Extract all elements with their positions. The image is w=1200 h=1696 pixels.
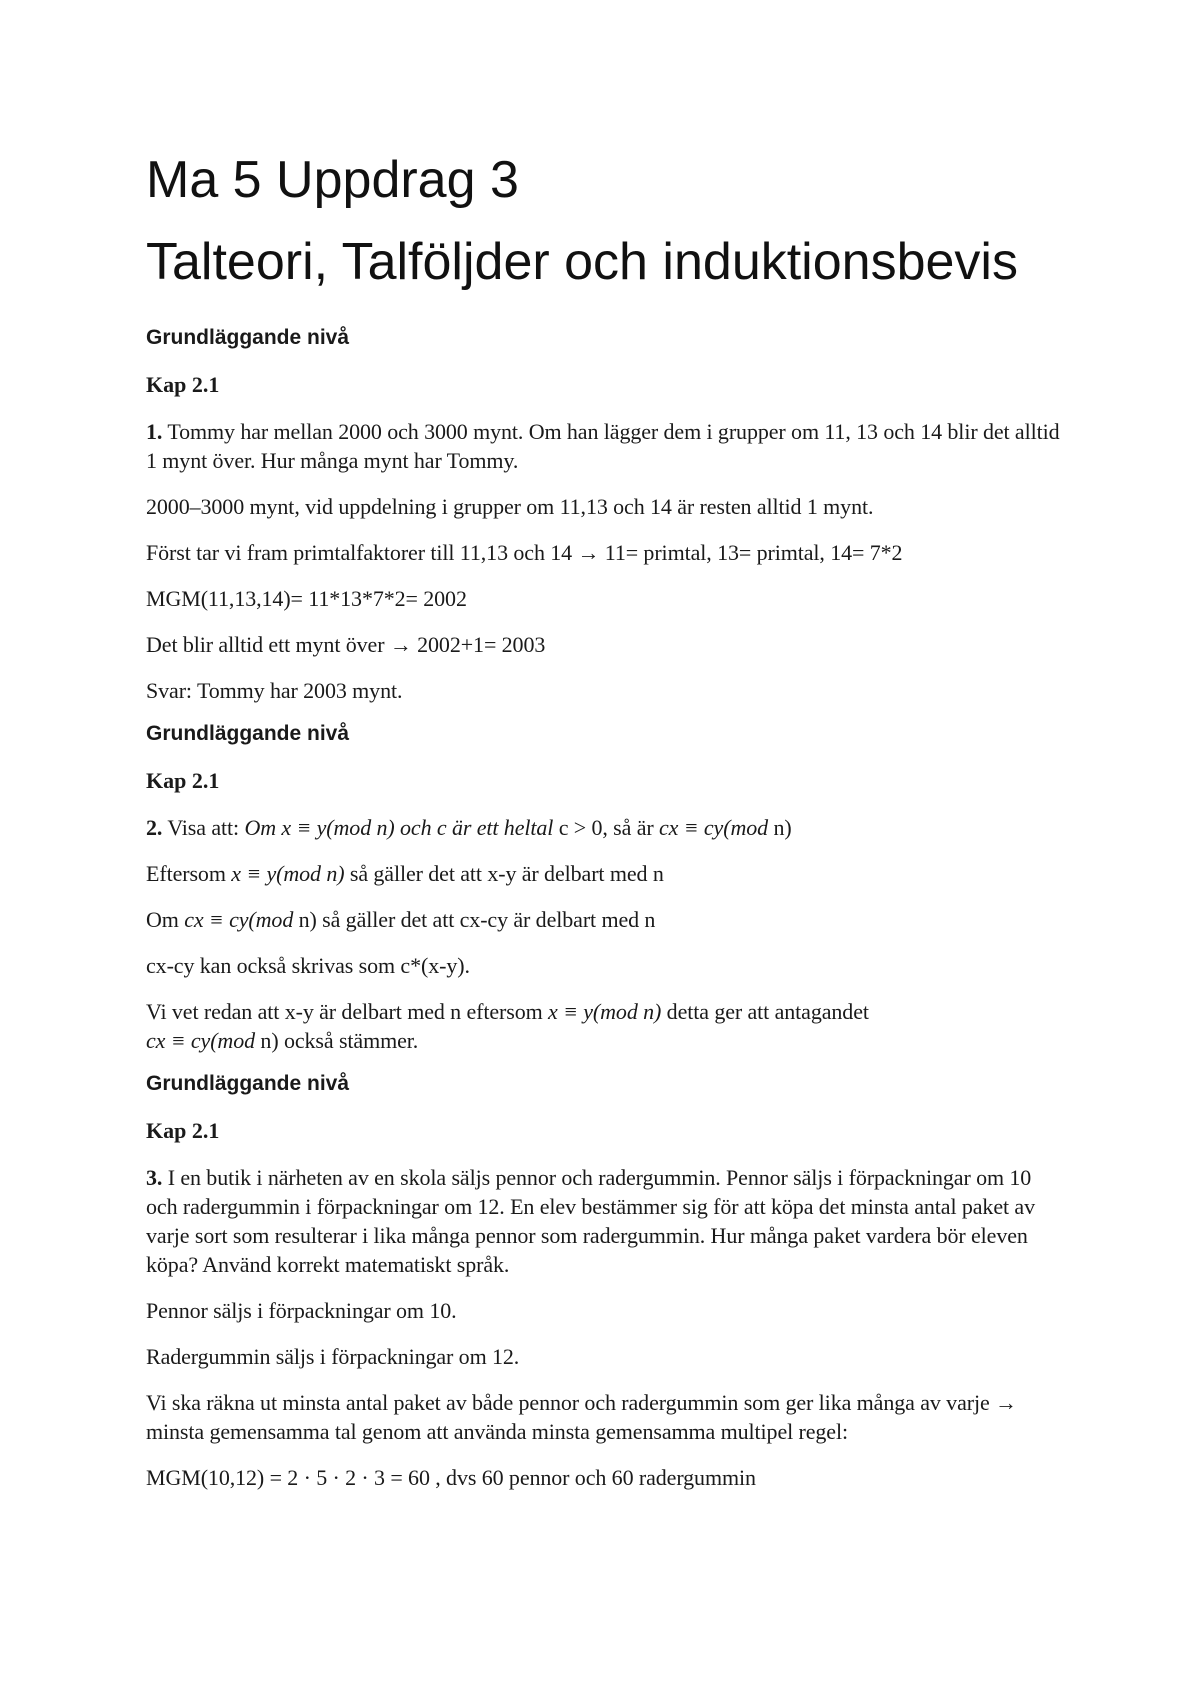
question-number: 1. (146, 419, 163, 444)
text-segment: så gäller det att x-y är delbart med n (344, 861, 664, 886)
answer-line: Vi ska räkna ut minsta antal paket av både pennor och radergummin som ger lika många av varje → minsta gemensamma tal genom att använda minsta gemensamma multipel regel: (146, 1390, 1017, 1444)
question-prefix: Visa att: (167, 815, 245, 840)
answer-line: MGM(10,12) = 2 · 5 · 2 · 3 = 60 , dvs 60 pennor och 60 radergummin (146, 1465, 756, 1490)
question-number: 2. (146, 815, 163, 840)
question-suffix: c > 0, så är (553, 815, 660, 840)
document-page (146, 150, 1066, 1509)
text-segment: Om (146, 907, 185, 932)
question-body: Tommy har mellan 2000 och 3000 mynt. Om han lägger dem i grupper om 11, 13 och 14 blir det alltid 1 mynt över. Hur många mynt har Tommy. (146, 419, 1060, 473)
text-segment: Eftersom (146, 861, 232, 886)
answer-line: MGM(11,13,14)= 11*13*7*2= 2002 (146, 586, 467, 611)
answer-line: Svar: Tommy har 2003 mynt. (146, 678, 403, 703)
question-body: I en butik i närheten av en skola säljs pennor och radergummin. Pennor säljs i förpackningar om 10 och radergummin i förpackningar om 12. En elev bestämmer sig för att köpa det minsta antal paket av varje sort som resulterar i lika många pennor som radergummin. Hur många paket vardera bör eleven köpa? Använd korrekt matematiskt språk. (146, 1165, 1035, 1277)
question-text (146, 417, 1066, 475)
question-suffix: n) (768, 815, 792, 840)
text-segment: Vi vet redan att x-y är delbart med n eftersom (146, 999, 549, 1024)
chapter-heading: Kap 2.1 (146, 372, 220, 397)
chapter-heading: Kap 2.1 (146, 768, 220, 793)
section-1 (146, 326, 1066, 705)
answer-line: Det blir alltid ett mynt över → 2002+1= 2003 (146, 632, 546, 657)
answer-line (146, 997, 1066, 1055)
math-expression: x ≡ y(mod n) (548, 999, 662, 1024)
document-subtitle: Talteori, Talföljder och induktionsbevis (146, 233, 1018, 291)
answer-line: Först tar vi fram primtalfaktorer till 11,13 och 14 → 11= primtal, 13= primtal, 14= 7*2 (146, 540, 903, 565)
text-segment: detta ger att antagandet (661, 999, 869, 1024)
text-segment: n) så gäller det att cx-cy är delbart med n (293, 907, 656, 932)
chapter-heading: Kap 2.1 (146, 1118, 220, 1143)
math-expression: cx ≡ cy(mod (184, 907, 294, 932)
answer-line (146, 859, 1066, 888)
answer-line: 2000–3000 mynt, vid uppdelning i grupper om 11,13 och 14 är resten alltid 1 mynt. (146, 494, 874, 519)
section-2 (146, 722, 1066, 1055)
question-text (146, 1163, 1066, 1279)
math-expression: cx ≡ cy(mod (146, 1028, 256, 1053)
answer-line: cx-cy kan också skrivas som c*(x-y). (146, 953, 470, 978)
text-segment: n) också stämmer. (255, 1028, 419, 1053)
math-expression: cx ≡ cy(mod (659, 815, 769, 840)
level-heading: Grundläggande nivå (146, 326, 350, 349)
level-heading: Grundläggande nivå (146, 722, 350, 745)
level-heading: Grundläggande nivå (146, 1072, 350, 1095)
question-number: 3. (146, 1165, 163, 1190)
document-title: Ma 5 Uppdrag 3 (146, 151, 519, 209)
answer-line (146, 905, 1066, 934)
answer-line: Radergummin säljs i förpackningar om 12. (146, 1344, 520, 1369)
math-expression: x ≡ y(mod n) (231, 861, 345, 886)
section-3 (146, 1072, 1066, 1492)
answer-line: Pennor säljs i förpackningar om 10. (146, 1298, 457, 1323)
question-text (146, 813, 1066, 842)
math-expression: Om x ≡ y(mod n) och c är ett heltal (244, 815, 554, 840)
